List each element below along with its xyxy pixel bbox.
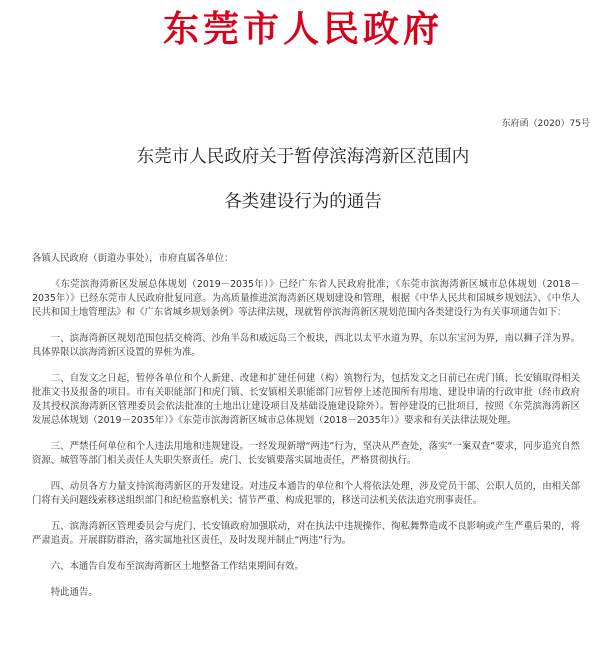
paragraph-preamble: 《东莞滨海湾新区发展总体规划（2019－2035年）》已经广东省人民政府批准，《东莞市滨海湾新区城市总体规划（2018－2035年）》已经东莞市人民政府批复同意。为高质量推进滨海湾新区规划建设和管理，根据《中华人民共和国城乡规划法》、《中华人民共和国土地管理法》和《广东省城乡规划条例》等法律法规，现就暂停滨海湾新区规划范围内各类建设行为有关事项通告如下： <box>32 279 580 318</box>
paragraph-item-3: 三、严禁任何单位和个人违法用地和违规建设。一经发现新增“两违”行为，坚决从严查处，落实“一案双查”要求，同步追究自然资源、城管等部门相关责任人失职失察责任。虎门、长安镇要落实属地责任，严格贯彻执行。 <box>32 441 580 466</box>
document-body <box>32 252 580 612</box>
document-title-line-2: 各类建设行为的通告 <box>224 192 382 212</box>
salutation: 各镇人民政府（街道办事处），市府直属各单位： <box>32 253 234 264</box>
document-number: 东府函（2020）75号 <box>501 119 590 129</box>
document-title-line-1: 东莞市人民政府关于暂停滨海湾新区范围内 <box>136 147 470 167</box>
paragraph-item-1: 一、滨海湾新区规划范围包括交椅湾、沙角半岛和威远岛三个板块，西北以太平水道为界，东以东宝河为界，南以狮子洋为界。具体界限以滨海湾新区设置的界桩为准。 <box>32 333 580 358</box>
masthead-title: 东莞市人民政府 <box>162 9 443 50</box>
paragraph-item-5: 五、滨海湾新区管理委员会与虎门、长安镇政府加强联动，对在执法中违规操作、徇私舞弊造成不良影响或产生严重后果的，将严肃追责。开展群防群治，落实属地社区责任，及时发现并制止“两违”行为。 <box>32 521 580 546</box>
closing-line: 特此通告。 <box>50 587 98 598</box>
paragraph-item-6: 六、本通告自发布至滨海湾新区土地整备工作结束期间有效。 <box>50 561 304 572</box>
paragraph-item-4: 四、动员各方力量支持滨海湾新区的开发建设。对违反本通告的单位和个人将依法处理，涉及党员干部、公职人员的，由相关部门将有关问题线索移送组织部门和纪检监察机关；情节严重、构成犯罪的，移送司法机关依法追究刑事责任。 <box>32 481 580 506</box>
paragraph-item-2: 二、自发文之日起，暂停各单位和个人新建、改建和扩建任何建（构）筑物行为，包括发文之日前已在虎门镇、长安镇取得相关批准文书及报备的项目。市有关职能部门和虎门镇、长安镇相关职能部门应暂停上述范围所有用地、建设申请的行政审批（经市政府及其授权滨海湾新区管理委员会依法批准的土地出让建设项目及基础设施建设除外）。暂停建设的已批项目，按照《东莞滨海湾新区发展总体规划（2019－2035年）》《东莞市滨海湾新区城市总体规划（2018－2035年）》要求和有关法律法规处理。 <box>32 373 580 426</box>
